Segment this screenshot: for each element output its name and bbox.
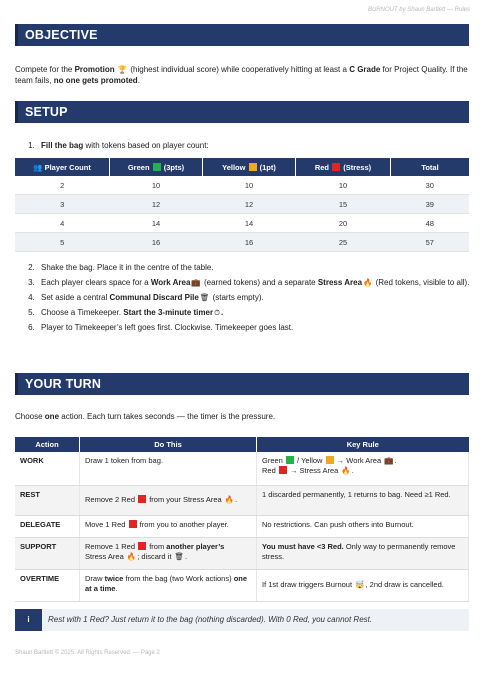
- players-icon: 👥: [33, 162, 43, 172]
- green-token-icon: [286, 456, 294, 464]
- action-support: SUPPORT: [15, 537, 80, 569]
- setup-step-5: 5. Choose a Timekeeper. Start the 3-minute timer⏱.: [37, 307, 477, 318]
- section-setup: [15, 101, 469, 123]
- stress-icon: 🔥: [224, 495, 235, 504]
- red-token-icon: [138, 542, 146, 550]
- header-yellow: Yellow (1pt): [203, 158, 296, 176]
- action-delegate: DELEGATE: [15, 515, 80, 537]
- trophy-icon: 🏆: [117, 65, 128, 74]
- setup-step-2: 2. Shake the bag. Place it in the centre of the table.: [37, 262, 477, 273]
- table-row: REST Remove 2 Red from your Stress Area 🔥. 1 discarded permanently, 1 returns to bag. Need ≥1 Red.: [15, 485, 469, 515]
- header-green: Green (3pts): [110, 158, 203, 176]
- header-total: Total: [391, 158, 470, 176]
- setup-step-6: 6. Player to Timekeeper’s left goes first. Clockwise. Timekeeper goes last.: [37, 322, 477, 333]
- table-row: 4 14 14 20 48: [15, 214, 469, 233]
- trash-icon: 🗑: [174, 551, 185, 561]
- section-objective: [15, 24, 469, 46]
- stress-icon: 🔥: [341, 466, 351, 475]
- stress-icon: 🔥: [126, 551, 137, 561]
- setup-step-1: 1. Fill the bag with tokens based on player count:: [37, 140, 477, 151]
- header-player-count: 👥 Player Count: [15, 158, 110, 176]
- trash-icon: 🗑: [199, 293, 210, 302]
- objective-text: Compete for the Promotion 🏆 (highest individual score) while cooperatively hitting at least a C Grade for Project Quality. If the team fails, no one gets promoted.: [15, 65, 468, 85]
- action-overtime: OVERTIME: [15, 569, 80, 601]
- red-token-icon: [138, 495, 146, 503]
- red-token-icon: [279, 466, 287, 474]
- table-row: DELEGATE Move 1 Red from you to another player. No restrictions. Can push others into Burnout.: [15, 515, 469, 537]
- player-count-table: [15, 158, 469, 252]
- setup-step-4: 4. Set aside a central Communal Discard Pile🗑 (starts empty).: [37, 292, 477, 303]
- section-title: YOUR TURN: [25, 377, 102, 391]
- table-row: OVERTIME Draw twice from the bag (two Work actions) one at a time. If 1st draw triggers Burnout 🤯, 2nd draw is cancelled.: [15, 569, 469, 601]
- yellow-token-icon: [326, 456, 334, 464]
- action-work: WORK: [15, 452, 80, 485]
- footer: Shaun Bartlett © 2025. All Rights Reserved. — Page 2: [15, 650, 160, 656]
- briefcase-icon: 💼: [191, 278, 201, 287]
- table-row: WORK Draw 1 token from bag. Green / Yellow → Work Area 💼. Red → Stress Area 🔥.: [15, 452, 469, 485]
- header-do-this: Do This: [80, 437, 257, 452]
- info-icon: i: [15, 609, 42, 631]
- section-your-turn: [15, 373, 469, 395]
- header-red: Red (Stress): [296, 158, 391, 176]
- burnout-icon: 🤯: [355, 580, 365, 589]
- yellow-token-icon: [249, 163, 257, 171]
- setup-step-3: 3. Each player clears space for a Work Area💼 (earned tokens) and a separate Stress Area🔥 (Red tokens, visible to all).: [37, 277, 477, 288]
- tip-callout: [15, 609, 469, 631]
- turn-actions-table: [15, 437, 469, 602]
- table-row: SUPPORT Remove 1 Red from another player’s Stress Area 🔥; discard it 🗑. You must have <3 Red. Only way to permanently remove stress.: [15, 537, 469, 569]
- setup-steps-first: [15, 140, 477, 155]
- timer-icon: ⏱: [214, 308, 220, 317]
- header-action: Action: [15, 437, 80, 452]
- briefcase-icon: 💼: [384, 456, 394, 465]
- red-token-icon: [332, 163, 340, 171]
- action-rest: REST: [15, 485, 80, 515]
- section-title: SETUP: [25, 105, 68, 119]
- section-title: OBJECTIVE: [25, 28, 98, 42]
- table-row: 5 16 16 25 57: [15, 233, 469, 252]
- green-token-icon: [153, 163, 161, 171]
- tip-text: Rest with 1 Red? Just return it to the bag (nothing discarded). With 0 Red, you cannot Rest.: [48, 615, 373, 624]
- table-row: 3 12 12 15 39: [15, 195, 469, 214]
- red-token-icon: [129, 520, 137, 528]
- table-row: 2 10 10 10 30: [15, 176, 469, 195]
- stress-icon: 🔥: [363, 278, 373, 287]
- header-key-rule: Key Rule: [257, 437, 469, 452]
- document-header: BURNOUT by Shaun Bartlett — Rules: [367, 7, 470, 13]
- turn-intro: Choose one action. Each turn takes seconds — the timer is the pressure.: [15, 412, 276, 421]
- setup-steps-rest: [15, 262, 477, 337]
